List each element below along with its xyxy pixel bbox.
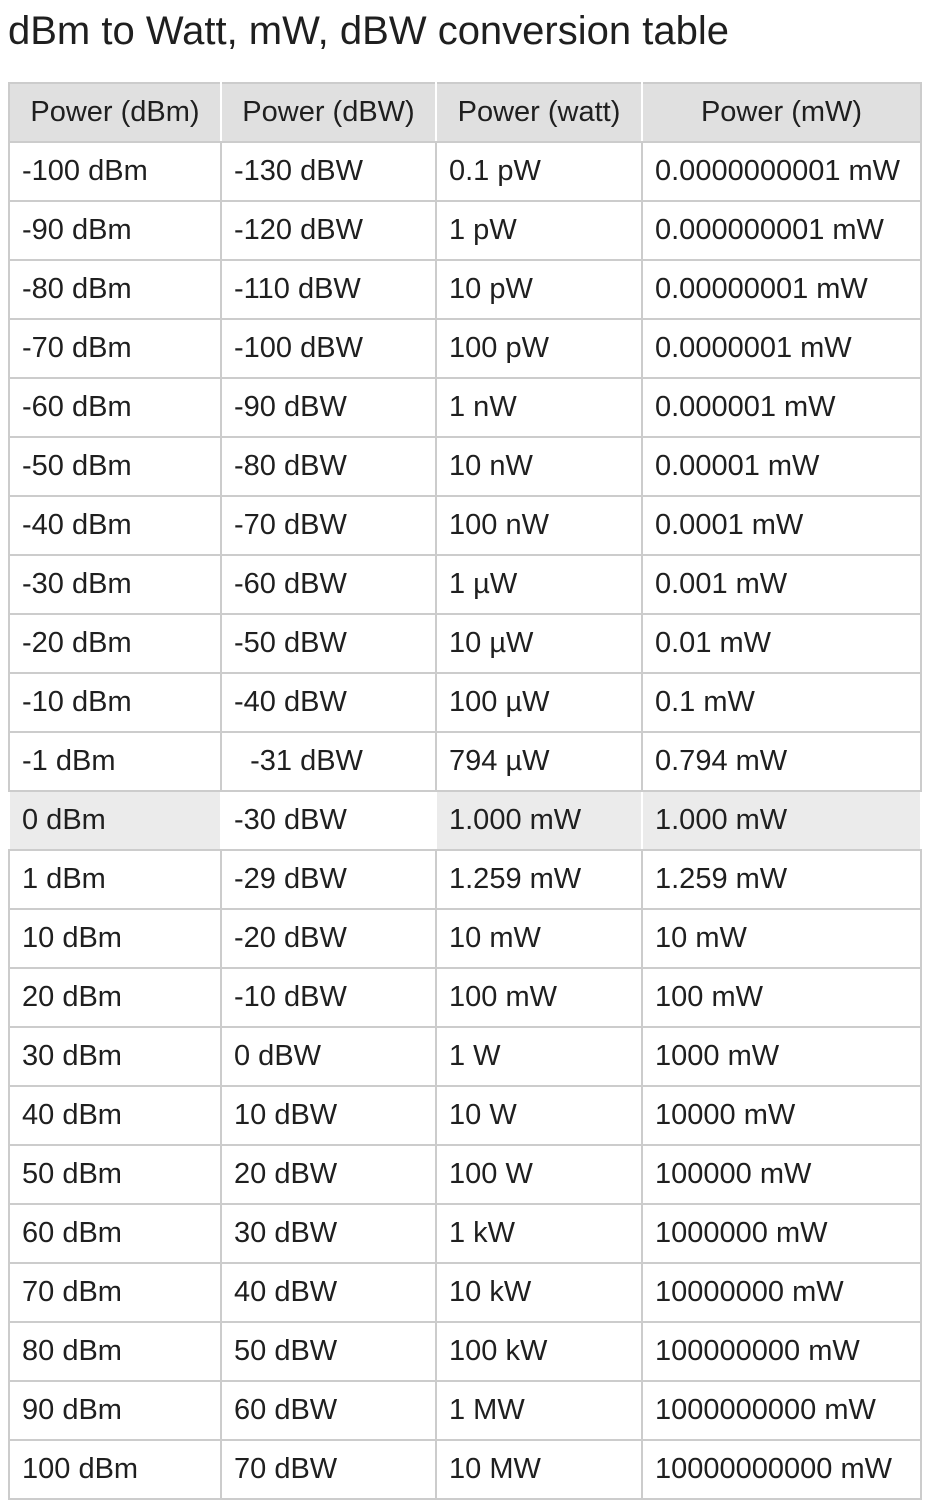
table-cell: -1 dBm [9,732,221,791]
table-cell: 20 dBm [9,968,221,1027]
table-cell: -40 dBm [9,496,221,555]
column-header: Power (watt) [436,83,642,142]
table-cell: -100 dBm [9,142,221,201]
table-cell: -110 dBW [221,260,436,319]
conversion-table-body [9,142,921,1499]
table-cell: -130 dBW [221,142,436,201]
table-cell: -10 dBm [9,673,221,732]
table-cell: 10 dBW [221,1086,436,1145]
table-cell: 100000000 mW [642,1322,921,1381]
table-cell: 80 dBm [9,1322,221,1381]
table-cell: 0.00000001 mW [642,260,921,319]
table-cell: 0.0000000001 mW [642,142,921,201]
table-cell: 10 dBm [9,909,221,968]
table-cell: -80 dBm [9,260,221,319]
table-cell: -60 dBm [9,378,221,437]
table-row [9,1145,921,1204]
table-cell: 70 dBm [9,1263,221,1322]
table-cell: 0 dBm [9,791,221,850]
table-cell: -50 dBm [9,437,221,496]
table-cell: 10000000000 mW [642,1440,921,1499]
table-cell: -90 dBW [221,378,436,437]
column-header: Power (dBm) [9,83,221,142]
table-cell: 1 W [436,1027,642,1086]
table-cell: 1.259 mW [436,850,642,909]
table-cell: -60 dBW [221,555,436,614]
table-cell: 0.1 pW [436,142,642,201]
table-cell: 10 pW [436,260,642,319]
table-cell: 1000 mW [642,1027,921,1086]
table-cell: 50 dBW [221,1322,436,1381]
table-cell: 0.000000001 mW [642,201,921,260]
table-cell: -70 dBm [9,319,221,378]
table-cell: -30 dBW [221,791,436,850]
table-cell: 10 mW [436,909,642,968]
table-cell: 1000000000 mW [642,1381,921,1440]
table-cell: 20 dBW [221,1145,436,1204]
table-cell: 0.794 mW [642,732,921,791]
table-cell: 0.0001 mW [642,496,921,555]
table-row [9,1027,921,1086]
table-cell: 1 kW [436,1204,642,1263]
table-cell: 0.000001 mW [642,378,921,437]
table-cell: 60 dBW [221,1381,436,1440]
table-cell: -70 dBW [221,496,436,555]
table-cell: 100000 mW [642,1145,921,1204]
table-cell: 1.259 mW [642,850,921,909]
table-cell: 100 pW [436,319,642,378]
table-cell: 100 W [436,1145,642,1204]
table-row [9,791,921,850]
table-cell: 10 MW [436,1440,642,1499]
table-cell: 0 dBW [221,1027,436,1086]
table-cell: -31 dBW [221,732,436,791]
table-cell: 60 dBm [9,1204,221,1263]
page-title: dBm to Watt, mW, dBW conversion table [8,9,729,53]
table-cell: 1000000 mW [642,1204,921,1263]
table-cell: 0.00001 mW [642,437,921,496]
table-cell: 70 dBW [221,1440,436,1499]
table-cell: 0.001 mW [642,555,921,614]
table-row [9,909,921,968]
table-row [9,614,921,673]
table-cell: 1.000 mW [436,791,642,850]
table-cell: -20 dBm [9,614,221,673]
table-cell: 10 W [436,1086,642,1145]
table-cell: -30 dBm [9,555,221,614]
table-cell: -120 dBW [221,201,436,260]
table-cell: 10 µW [436,614,642,673]
table-row [9,496,921,555]
table-cell: 0.0000001 mW [642,319,921,378]
table-cell: 10000000 mW [642,1263,921,1322]
column-header: Power (mW) [642,83,921,142]
table-cell: -90 dBm [9,201,221,260]
table-cell: 100 kW [436,1322,642,1381]
table-cell: 1 nW [436,378,642,437]
table-cell: 1.000 mW [642,791,921,850]
table-cell: 1 dBm [9,850,221,909]
table-cell: -40 dBW [221,673,436,732]
table-row [9,673,921,732]
table-row [9,1381,921,1440]
table-cell: 100 dBm [9,1440,221,1499]
table-cell: -10 dBW [221,968,436,1027]
table-cell: 1 pW [436,201,642,260]
table-row [9,201,921,260]
table-row [9,555,921,614]
table-cell: 30 dBW [221,1204,436,1263]
table-cell: 100 nW [436,496,642,555]
table-cell: 100 mW [642,968,921,1027]
table-cell: 100 µW [436,673,642,732]
table-cell: -50 dBW [221,614,436,673]
table-row [9,1204,921,1263]
table-cell: 0.01 mW [642,614,921,673]
table-row [9,1440,921,1499]
table-row [9,1086,921,1145]
table-cell: 10 mW [642,909,921,968]
table-cell: 10 nW [436,437,642,496]
table-cell: 30 dBm [9,1027,221,1086]
table-row [9,437,921,496]
table-row [9,1263,921,1322]
table-cell: 1 µW [436,555,642,614]
table-cell: 50 dBm [9,1145,221,1204]
table-cell: 794 µW [436,732,642,791]
conversion-table [8,82,922,1500]
table-row [9,319,921,378]
table-cell: 1 MW [436,1381,642,1440]
table-row [9,1322,921,1381]
table-row [9,378,921,437]
table-cell: -29 dBW [221,850,436,909]
table-cell: -100 dBW [221,319,436,378]
table-cell: 40 dBm [9,1086,221,1145]
table-cell: -20 dBW [221,909,436,968]
table-cell: 90 dBm [9,1381,221,1440]
table-cell: 10000 mW [642,1086,921,1145]
table-row [9,732,921,791]
table-cell: -80 dBW [221,437,436,496]
table-row [9,968,921,1027]
table-row [9,850,921,909]
table-cell: 0.1 mW [642,673,921,732]
table-cell: 10 kW [436,1263,642,1322]
table-cell: 40 dBW [221,1263,436,1322]
table-row [9,142,921,201]
table-header-row [9,83,921,142]
column-header: Power (dBW) [221,83,436,142]
table-row [9,260,921,319]
table-cell: 100 mW [436,968,642,1027]
